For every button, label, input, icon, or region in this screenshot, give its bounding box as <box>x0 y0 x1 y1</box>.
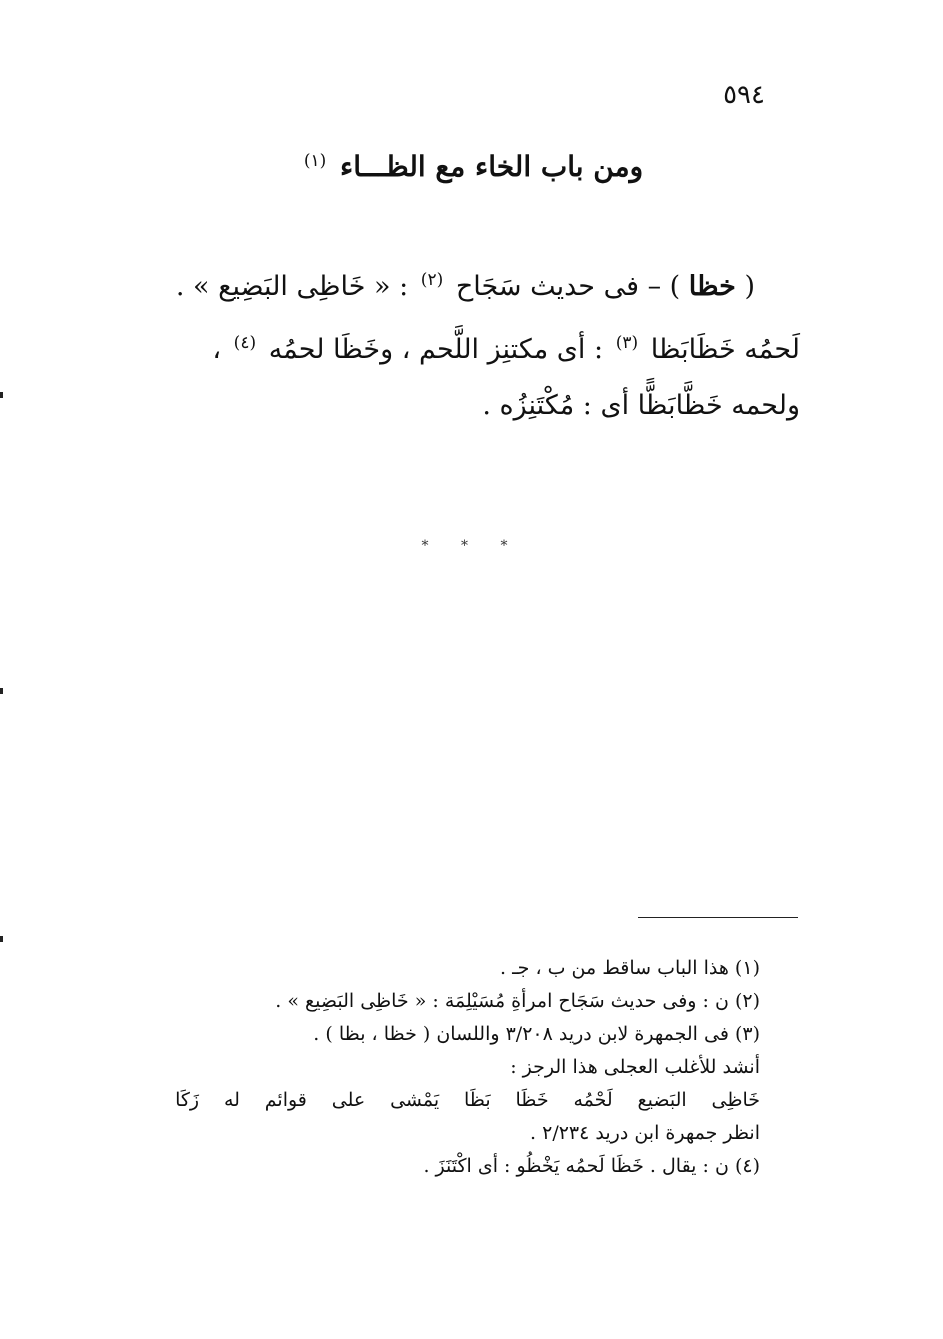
footnote-3-verse-intro: أنشد للأغلب العجلى هذا الرجز : <box>510 1056 760 1078</box>
footnote-1: (١) هذا الباب ساقط من ب ، جـ . <box>500 957 760 979</box>
scan-edge-mark <box>0 936 3 942</box>
headword-open-paren: ( <box>744 271 755 302</box>
headword: خظا <box>688 271 736 302</box>
entry-line-3: ولحمه خَظَّابَظًّا أى : مُكْتَنِزُه . <box>482 390 800 421</box>
verse-word: البَضيع <box>637 1089 687 1111</box>
footnote-3-reference: انظر جمهرة ابن دريد ٢/٢٣٤ . <box>530 1122 760 1144</box>
entry-line-2-start: لَحمُه خَظَابَظا <box>650 334 800 365</box>
entry-footnote-ref-4: (٤) <box>233 333 257 353</box>
entry-footnote-ref-2: (٢) <box>420 270 444 290</box>
entry-footnote-ref-3: (٣) <box>615 333 639 353</box>
chapter-title <box>0 150 943 183</box>
footnote-3-verse <box>175 1084 760 1117</box>
page-number: ٥٩٤ <box>723 80 765 110</box>
verse-word: له <box>223 1089 240 1111</box>
entry-line-1 <box>130 252 800 315</box>
verse-word: خَظَا <box>515 1089 549 1111</box>
footnote-rule <box>638 917 798 918</box>
footnotes <box>160 952 760 1183</box>
verse-word: لَحْمُه <box>573 1089 613 1111</box>
verse-word: خَاظِى <box>711 1089 760 1111</box>
footnote-2: (٢) ن : وفى حديث سَجَاح امرأةِ مُسَيْلِمَة : « خَاظِى البَضِيع » . <box>275 990 760 1012</box>
scan-edge-mark <box>0 392 3 398</box>
verse-word: زَكَا <box>175 1089 200 1111</box>
footnote-4: (٤) ن : يقال . خَظَا لَحمُه يَخْظُو : أى اكْتَنَزَ . <box>423 1155 760 1177</box>
verse-word: بَظَا <box>463 1089 491 1111</box>
verse-word: على <box>331 1089 366 1111</box>
scan-edge-mark <box>0 688 3 694</box>
chapter-title-text: ومن باب الخاء مع الظـــاء <box>340 150 644 183</box>
section-separator: * * * <box>421 538 522 554</box>
entry-text <box>130 252 800 434</box>
entry-line-2-mid: : أى مكتنِز اللَّحم ، وخَظَا لحمُه <box>268 334 604 365</box>
entry-line-2 <box>130 315 800 378</box>
entry-line-2-end: ، <box>212 334 222 365</box>
entry-line-1-end: : « خَاظِى البَضِيع » . <box>175 271 409 302</box>
verse-word: يَمْشى <box>390 1089 440 1111</box>
entry-line-1-text: ) – فى حديث سَجَاح <box>455 271 681 302</box>
chapter-footnote-ref: (١) <box>303 150 327 171</box>
footnote-3: (٣) فى الجمهرة لابن دريد ٣/٢٠٨ واللسان ( خظا ، بظا ) . <box>313 1023 760 1045</box>
verse-word: قوائم <box>264 1089 307 1111</box>
